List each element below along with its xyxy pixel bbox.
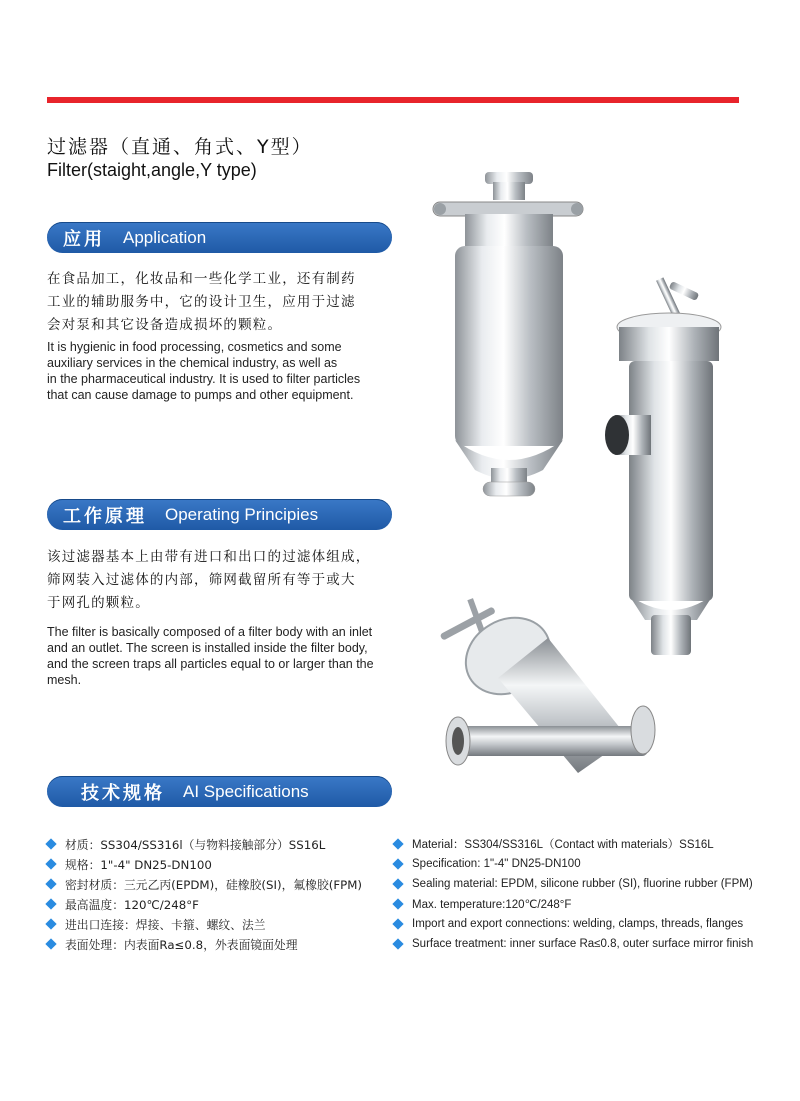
page-title-en: Filter(staight,angle,Y type) <box>47 160 257 180</box>
principles-header <box>47 499 392 530</box>
principles-label-en: Operating Principies <box>165 504 319 524</box>
list-item: 材质：SS304/SS316l（与物料接触部分）SS16L <box>47 834 362 854</box>
diamond-bullet-icon <box>45 938 56 949</box>
spec-list-en <box>394 834 753 954</box>
text-line: 会对泵和其它设备造成损坏的颗粒。 <box>47 317 283 333</box>
text-line: 工业的辅助服务中，它的设计卫生，应用于过滤 <box>47 294 356 310</box>
principles-text-cn <box>47 546 402 615</box>
list-item: Import and export connections: welding, clamps, threads, flanges <box>394 914 753 934</box>
text-line: 于网孔的颗粒。 <box>47 595 150 611</box>
text-line: The filter is basically composed of a filter body with an inlet <box>47 625 373 639</box>
specifications-label-en: AI Specifications <box>183 781 309 801</box>
application-text-en <box>47 339 402 403</box>
list-item: 表面处理：内表面Ra≤0.8，外表面镜面处理 <box>47 934 362 954</box>
principles-label-cn: 工作原理 <box>63 505 147 527</box>
diamond-bullet-icon <box>45 858 56 869</box>
application-label-en: Application <box>123 227 207 247</box>
text-line: 该过滤器基本上由带有进口和出口的过滤体组成， <box>47 549 371 565</box>
list-item: 密封材质：三元乙丙(EPDM)，硅橡胶(SI)，氟橡胶(FPM) <box>47 874 362 894</box>
text-line: It is hygienic in food processing, cosmetics and some <box>47 340 342 354</box>
list-item: 最高温度：120℃/248°F <box>47 894 362 914</box>
text-line: that can cause damage to pumps and other equipment. <box>47 388 354 402</box>
application-label-cn: 应用 <box>63 228 105 250</box>
diamond-bullet-icon <box>392 858 403 869</box>
list-item: Surface treatment: inner surface Ra≤0.8, outer surface mirror finish <box>394 934 753 954</box>
list-item: Max. temperature:120℃/248°F <box>394 894 753 914</box>
diamond-bullet-icon <box>45 878 56 889</box>
text-line: 在食品加工，化妆品和一些化学工业，还有制药 <box>47 271 356 287</box>
text-line: in the pharmaceutical industry. It is used to filter particles <box>47 372 361 386</box>
application-text-cn <box>47 268 402 337</box>
specifications-label-cn: 技术规格 <box>81 782 165 804</box>
straight-filter-image <box>425 170 595 510</box>
diamond-bullet-icon <box>45 898 56 909</box>
text-line: and the screen traps all particles equal to or larger than the <box>47 657 374 671</box>
list-item: 进出口连接：焊接、卡箍、螺纹、法兰 <box>47 914 362 934</box>
diamond-bullet-icon <box>45 918 56 929</box>
list-item: Sealing material: EPDM, silicone rubber (SI), fluorine rubber (FPM) <box>394 874 753 894</box>
diamond-bullet-icon <box>45 838 56 849</box>
application-header <box>47 222 392 253</box>
specifications-header <box>47 776 392 807</box>
diamond-bullet-icon <box>392 838 403 849</box>
list-item: Specification: 1"-4" DN25-DN100 <box>394 854 753 874</box>
page-title-cn: 过滤器（直通、角式、Y型） <box>47 136 313 158</box>
text-line: and an outlet. The screen is installed inside the filter body, <box>47 641 368 655</box>
text-line: auxiliary services in the chemical industry, as well as <box>47 356 338 370</box>
list-item: Material：SS304/SS316L（Contact with materials）SS16L <box>394 834 753 854</box>
spec-list-cn <box>47 834 362 954</box>
diamond-bullet-icon <box>392 898 403 909</box>
diamond-bullet-icon <box>392 878 403 889</box>
list-item: 规格：1"-4" DN25-DN100 <box>47 854 362 874</box>
text-line: 筛网装入过滤体的内部，筛网截留所有等于或大 <box>47 572 356 588</box>
diamond-bullet-icon <box>392 918 403 929</box>
principles-text-en <box>47 624 402 688</box>
y-type-filter-image <box>438 598 663 783</box>
top-red-rule <box>47 97 739 103</box>
text-line: mesh. <box>47 673 82 687</box>
diamond-bullet-icon <box>392 938 403 949</box>
